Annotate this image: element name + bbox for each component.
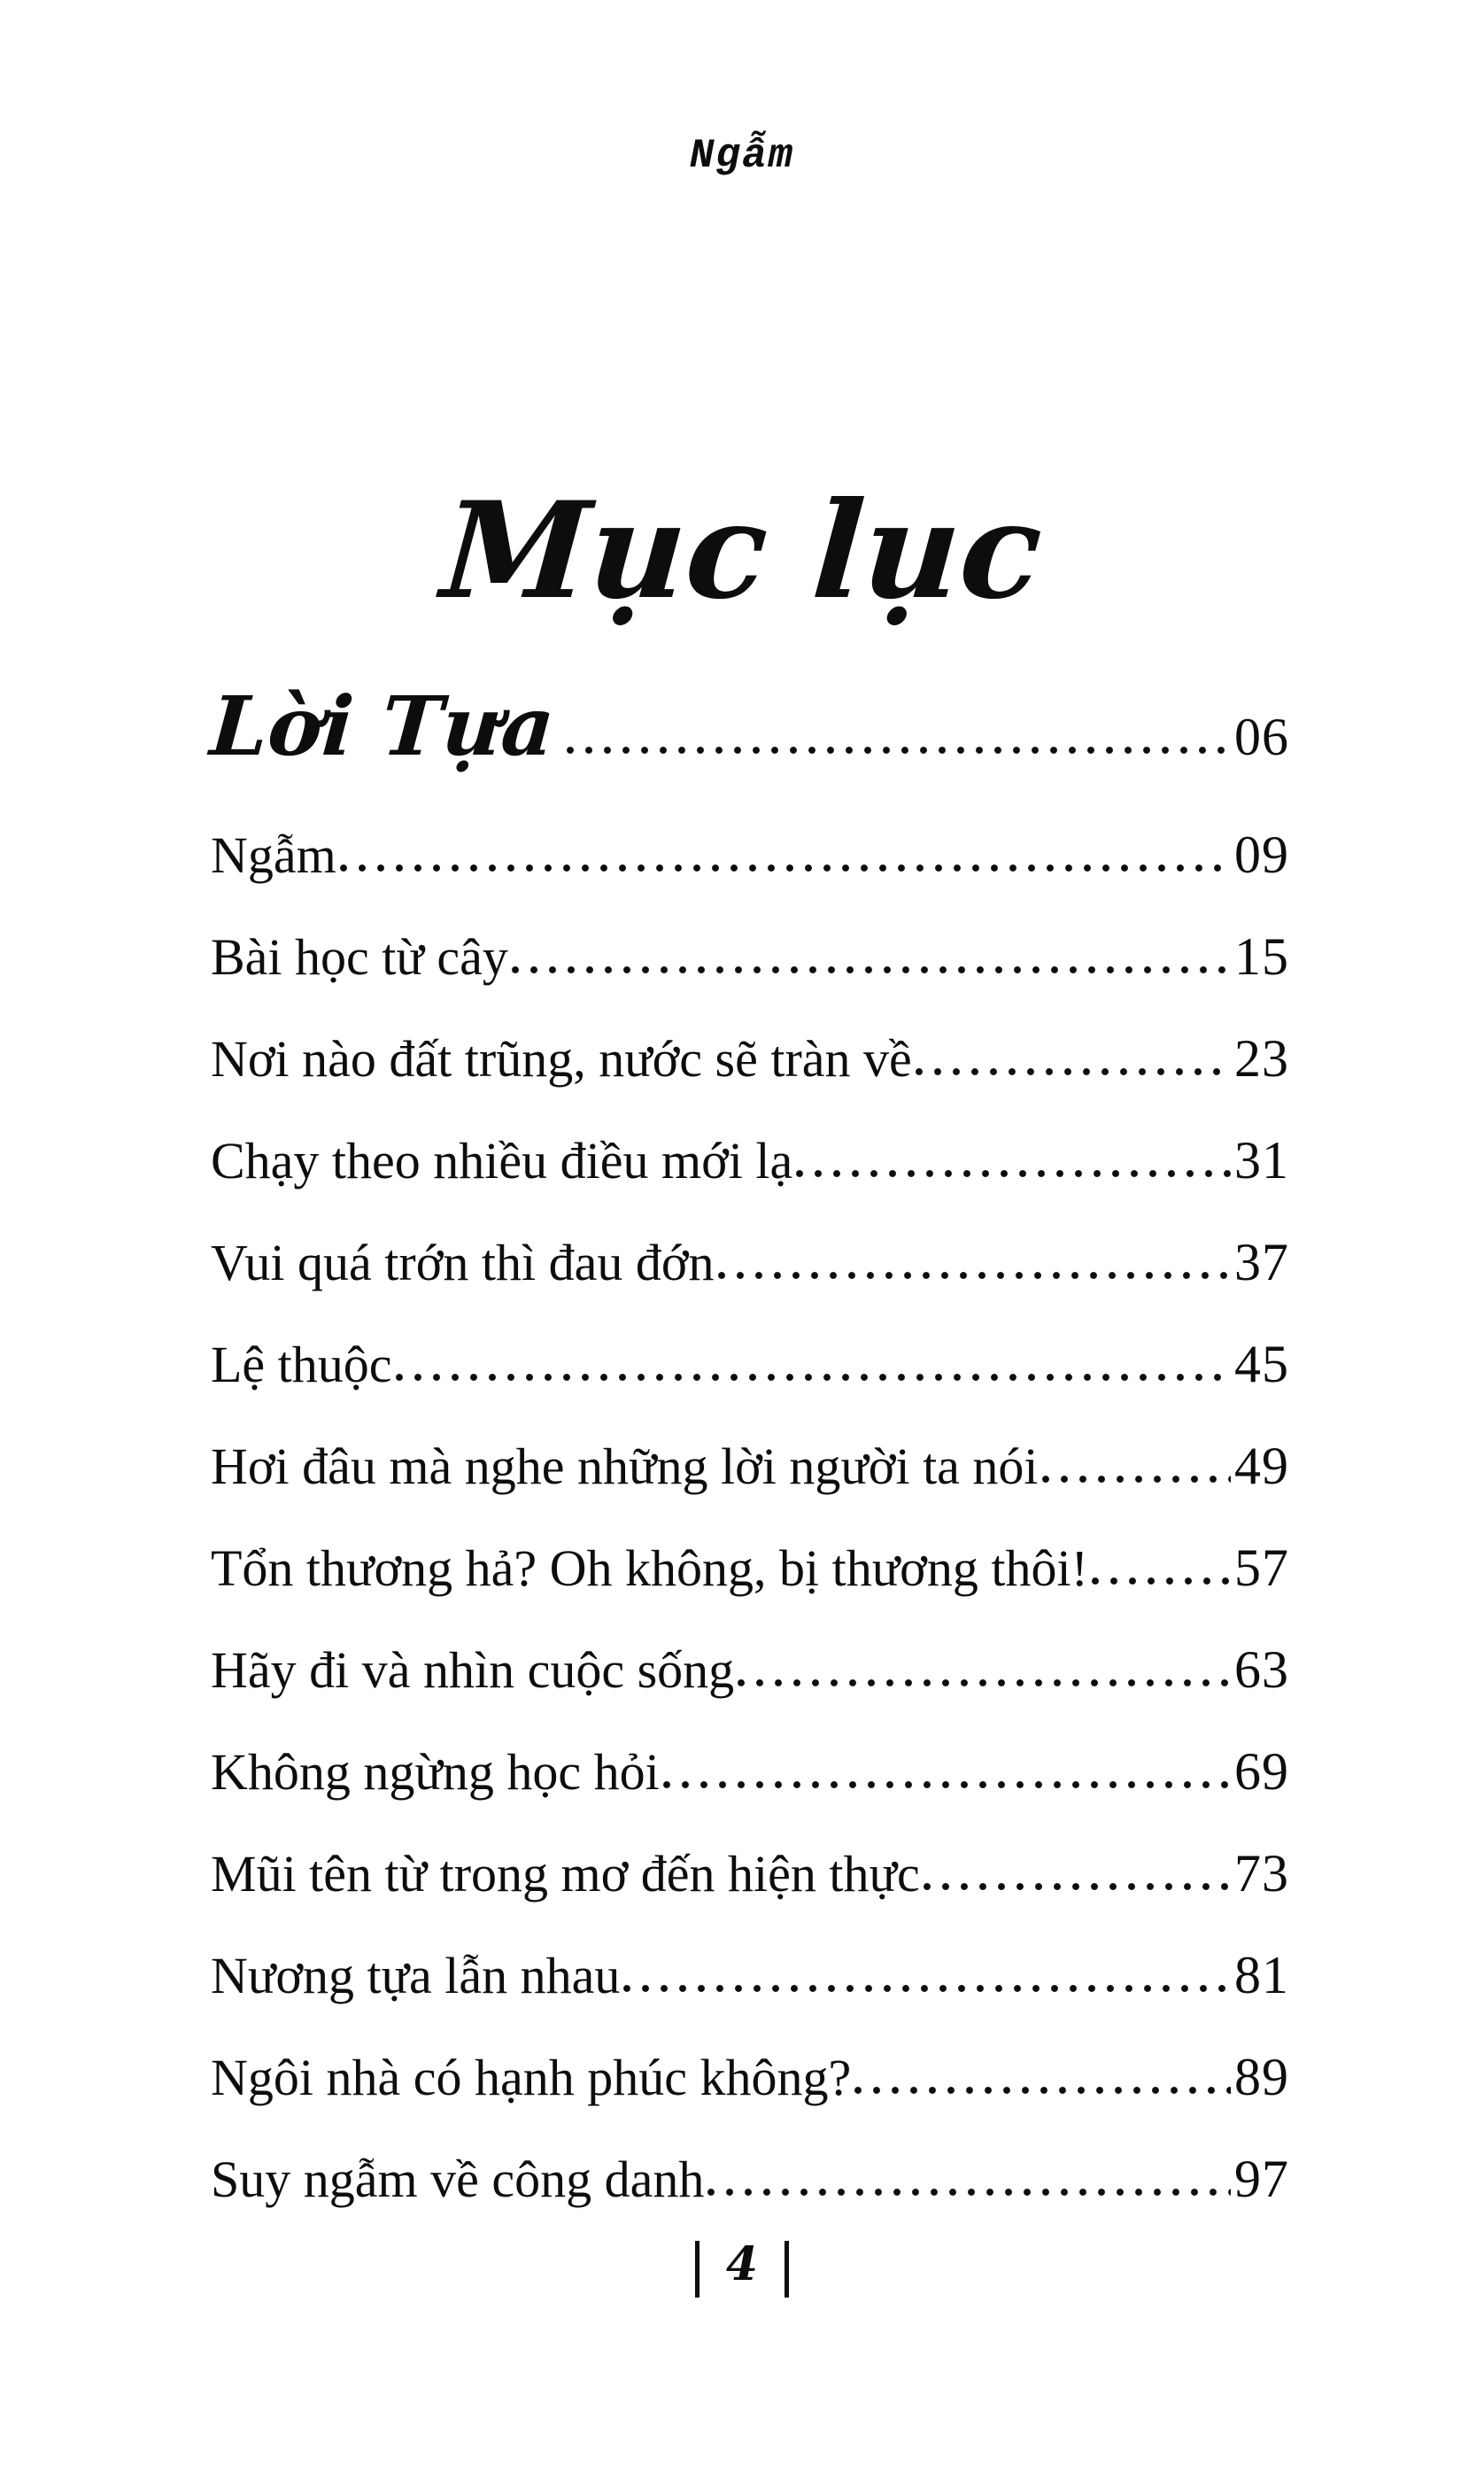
toc-dotted-leader — [707, 2188, 1231, 2197]
toc-entry-title: Lời Tựa — [207, 678, 558, 774]
toc-entry-title: Lệ thuộc — [211, 1336, 392, 1393]
page-footer — [0, 2236, 1484, 2298]
toc-dotted-leader — [663, 1780, 1231, 1789]
toc-entry-title: Hơi đâu mà nghe những lời người ta nói — [211, 1438, 1039, 1495]
toc-dotted-leader — [718, 1271, 1231, 1280]
toc-entry-title: Nơi nào đất trũng, nước sẽ tràn về — [211, 1030, 912, 1088]
toc-entry-page-number: 37 — [1234, 1233, 1289, 1291]
toc-entry-title: Nương tựa lẫn nhau — [211, 1947, 621, 2004]
toc-entry-page-number: 63 — [1234, 1640, 1289, 1699]
toc-entry-page-number: 45 — [1234, 1335, 1289, 1393]
toc-entry — [207, 666, 1289, 799]
toc-entry-title: Vui quá trớn thì đau đớn — [211, 1234, 715, 1291]
toc-dotted-leader — [340, 864, 1231, 872]
toc-dotted-leader — [567, 746, 1231, 755]
toc-entry-title: Chạy theo nhiều điều mới lạ — [211, 1132, 793, 1190]
toc-entry — [211, 1206, 1289, 1308]
toc-entry-page-number: 49 — [1234, 1437, 1289, 1495]
toc-entry — [211, 1003, 1289, 1104]
toc-entry — [211, 1104, 1289, 1206]
table-of-contents — [207, 666, 1289, 2225]
toc-entry-title: Ngẫm — [211, 826, 336, 884]
toc-entry — [211, 1716, 1289, 1817]
footer-page-number: 4 — [725, 2236, 759, 2291]
toc-dotted-leader — [1092, 1577, 1231, 1585]
footer-right-bar — [785, 2241, 789, 2298]
toc-entry — [211, 1512, 1289, 1614]
toc-entry — [211, 2021, 1289, 2123]
toc-dotted-leader — [512, 965, 1231, 974]
toc-entry — [211, 799, 1289, 901]
footer-left-bar — [695, 2241, 699, 2298]
toc-entry — [211, 1614, 1289, 1716]
toc-dotted-leader — [796, 1169, 1231, 1178]
toc-dotted-leader — [396, 1373, 1231, 1382]
toc-entry — [211, 1308, 1289, 1410]
toc-entry-page-number: 23 — [1234, 1029, 1289, 1088]
toc-entry-page-number: 73 — [1234, 1844, 1289, 1903]
toc-entry-page-number: 09 — [1234, 825, 1289, 884]
toc-entry-page-number: 89 — [1234, 2048, 1289, 2106]
toc-entry-page-number: 15 — [1234, 927, 1289, 986]
toc-dotted-leader — [623, 1984, 1231, 1993]
toc-entry-title: Không ngừng học hỏi — [211, 1743, 660, 1801]
toc-entry — [211, 1817, 1289, 1919]
toc-entry-title: Ngôi nhà có hạnh phúc không? — [211, 2049, 852, 2106]
running-head — [0, 0, 1484, 179]
toc-dotted-leader — [924, 1882, 1231, 1891]
toc-entry-page-number: 57 — [1234, 1538, 1289, 1597]
toc-entry-title: Tổn thương hả? Oh không, bị thương thôi! — [211, 1539, 1088, 1597]
toc-entry-page-number: 97 — [1234, 2150, 1289, 2208]
toc-entry-page-number: 31 — [1234, 1131, 1289, 1190]
toc-dotted-leader — [738, 1678, 1231, 1687]
toc-dotted-leader — [1042, 1475, 1231, 1484]
toc-entry-title: Hãy đi và nhìn cuộc sống — [211, 1641, 735, 1699]
running-head-text: Ngẫm — [689, 133, 795, 179]
toc-entry-page-number: 06 — [1234, 708, 1289, 766]
toc-entry — [211, 1919, 1289, 2021]
toc-dotted-leader — [854, 2086, 1231, 2095]
toc-entry — [211, 1410, 1289, 1512]
toc-entry-page-number: 81 — [1234, 1946, 1289, 2004]
toc-entry-title: Bài học từ cây — [211, 928, 508, 986]
toc-entry-title: Mũi tên từ trong mơ đến hiện thực — [211, 1845, 920, 1903]
toc-entry-page-number: 69 — [1234, 1742, 1289, 1801]
toc-entry — [211, 901, 1289, 1003]
toc-dotted-leader — [916, 1067, 1231, 1076]
toc-entry — [211, 2123, 1289, 2225]
page-title: Mục lục — [437, 473, 1047, 629]
toc-entry-title: Suy ngẫm về công danh — [211, 2151, 705, 2208]
